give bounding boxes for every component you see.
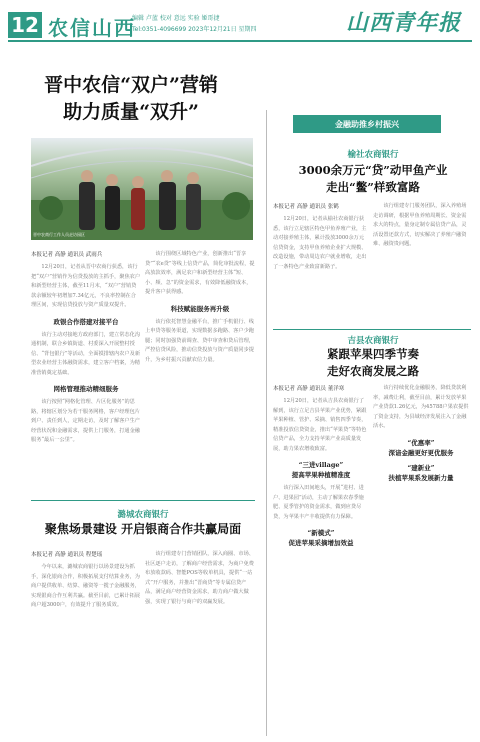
jixian-byline: 本报记者 高静 通讯员 董洋寒 [273, 386, 345, 392]
header-divider [8, 40, 472, 42]
jixian-subhead3-tag: “优惠率” [407, 438, 435, 447]
lucheng-body: 今年以来，潞城农商银行以场景建设为抓手，深化银商合作，积极拓展支付结算业务，为商户提供收单、结算、融资等一揽子金融服务，实现银商合作互利共赢。截至目前，已累计拓展商户超3000户，有效提升了服务质效。 [31, 564, 140, 608]
yushe-bank-name: 榆社农商银行 [347, 150, 399, 160]
section-banner: 金融助推乡村振兴 [293, 115, 441, 133]
main-body1: 该行主动对接地方政府部门，建立常态化沟通机制，联合乡镇街道、村委深入开展整村授信、“背包银行”等活动，全面摸排辖内农户及新型农业经营主体融资需求，建立客户档案，为精准营销奠定基础。 [31, 331, 141, 376]
jixian-col2 [373, 384, 469, 736]
main-photo [31, 138, 253, 240]
lucheng-col2 [145, 550, 255, 736]
jixian-subhead3: 深谙金融更好更优服务 [388, 448, 454, 457]
jixian-subhead2-tag: “新模式” [307, 529, 335, 537]
date-line: Tel:0351-4096699 2023年12月21日 星期四 [132, 26, 257, 33]
yushe-title-line1: 3000余万元“贷”动甲鱼产业 [298, 163, 448, 177]
page-header [0, 0, 480, 46]
lucheng-body-b: 该行组建专门营销团队，深入商圈、市场、社区逐户走访，了解商户经营需求，为商户免费布放收款码、智能POS等收单机具，提供“一站式”开户服务，并推出“晋商贷”等专属信贷产品，满足商户经营资金需求，助力商户做大做强，实现了银行与商户的双赢发展。 [145, 551, 254, 605]
masthead-logo: 山西青年报 [346, 10, 462, 36]
main-article-col1 [31, 250, 141, 460]
column-divider [266, 110, 267, 736]
section-name: 农信山西 [48, 16, 136, 40]
jixian-subhead2: 促进苹果采摘增加效益 [288, 539, 354, 547]
editor-line: 编辑 卢蓝 校对 意远 实验 姬哥捷 [132, 15, 220, 22]
lucheng-title: 聚焦场景建设 开启银商合作共赢局面 [44, 522, 242, 536]
lucheng-top-divider [31, 500, 255, 501]
jixian-subhead1-tag: “三进village” [298, 461, 344, 469]
jixian-subhead4: 扶植苹果系发展新力量 [388, 473, 454, 482]
jixian-body: 12月20日，记者从吉县农商银行了解到，该行立足吉县苹果产业优势，紧跟苹果种植、管护、采摘、销售四季节奏，精准投放信贷资金，推出“苹果贷”等特色信贷产品，全力支持苹果产业高质量发展，助力果农增收致富。 [273, 398, 367, 452]
yushe-title [273, 162, 473, 196]
page-number: 12 [8, 12, 42, 38]
jixian-body-b: 该行深入田间地头，开展“进村、进户、进果园”活动，主动了解果农春季施肥、夏季管护的资金需求，做到应贷尽贷，为苹果丰产丰收提供有力保障。 [273, 485, 364, 520]
jixian-title-line1: 紧跟苹果四季节奏 [327, 347, 419, 361]
photo-caption: 晋中农商行工作人员走访园区 [33, 232, 85, 237]
subhead-grid-management: 网格管理推动精细服务 [53, 385, 119, 393]
yushe-title-line2: 走出“鳖”样致富路 [326, 180, 420, 194]
jixian-col1 [273, 384, 369, 736]
yushe-col1 [273, 202, 369, 322]
jixian-title [273, 346, 473, 380]
lucheng-col1 [31, 550, 141, 736]
main-intro: 12月20日，记者从晋中农商行获悉，该行把“双户”营销作为信贷投放的主抓手，聚焦农户和新型经营主体，截至11月末，“双户”营销贷款余额较年初增加7.34亿元，不良率控制在合理区间，实现信贷投放与资产质量双提升。 [31, 264, 141, 308]
main-body3: 该行依托智慧金融平台，推广手机银行、线上申贷等服务渠道，实现数据多跑路、客户少跑腿；同时加强贷前调查、贷中审查和贷后管理，严控信贷风险，推动信贷投放与资产质量同步提升，为乡村振兴贡献农信力量。 [145, 318, 254, 363]
subhead-gov-bank: 政银合作搭建对接平台 [53, 317, 119, 326]
main-body2: 该行按照“网格化管理、片区化服务”的思路，将辖区划分为若干服务网格，客户经理包片到户、责任到人，定期走访，及时了解客户生产经营状况和金融需求，提供上门服务，打通金融服务“最后一公里”。 [31, 399, 140, 443]
main-headline [20, 72, 242, 126]
yushe-body: 12月20日，记者从榆社农商银行获悉，该行立足辖区特色甲鱼养殖产业，主动对接养殖主体，累计投放3000余万元信贷资金，支持甲鱼养殖企业扩大规模、改造设施，带动周边农户就业增收，走出了一条特色产业致富新路子。 [273, 216, 367, 270]
main-headline-line1: 晋中农信“双户”营销 [44, 74, 218, 96]
main-article-col2 [145, 250, 255, 460]
jixian-bank-name: 吉县农商银行 [347, 336, 399, 346]
greenhouse-photo-illustration [31, 138, 253, 240]
jixian-title-line2: 走好农商发展之路 [327, 364, 419, 378]
jixian-top-divider [273, 329, 471, 330]
subhead-tech: 科技赋能服务再升级 [170, 304, 230, 313]
main-byline: 本报记者 高静 通讯员 武雨兵 [31, 252, 103, 258]
main-mid-body: 该行围绕区域特色产业，创新推出“晋享贷”“农e贷”等线上信贷产品，简化审批流程，提高放款效率，满足农户和新型经营主体“短、小、频、急”的资金需求，有效降低融资成本，提升客户获得感。 [145, 251, 255, 295]
yushe-body-b: 该行组建专门服务团队，深入养殖场走访调研，根据甲鱼养殖周期长、资金需求大的特点，量身定制专属信贷产品，灵活设置还款方式，切实解决了养殖户融资难、融资贵问题。 [373, 203, 467, 247]
yushe-col2 [373, 202, 469, 322]
yushe-byline: 本报记者 高静 通讯员 张鹤 [273, 204, 339, 210]
jixian-body-c: 该行持续优化金融服务，降低贷款利率，减费让利，截至目前，累计发放苹果产业贷款1.26亿元，为45788户果农提供了资金支持，为县域经济发展注入了金融活水。 [373, 385, 469, 429]
jixian-subhead4-tag: “建新业” [407, 463, 435, 472]
lucheng-byline: 本报记者 高静 通讯员 程楚瑶 [31, 552, 103, 558]
main-headline-line2: 助力质量“双升” [63, 101, 199, 123]
jixian-subhead1: 提高苹果种植精准度 [291, 471, 351, 479]
lucheng-bank-name: 潞城农商银行 [117, 510, 169, 520]
